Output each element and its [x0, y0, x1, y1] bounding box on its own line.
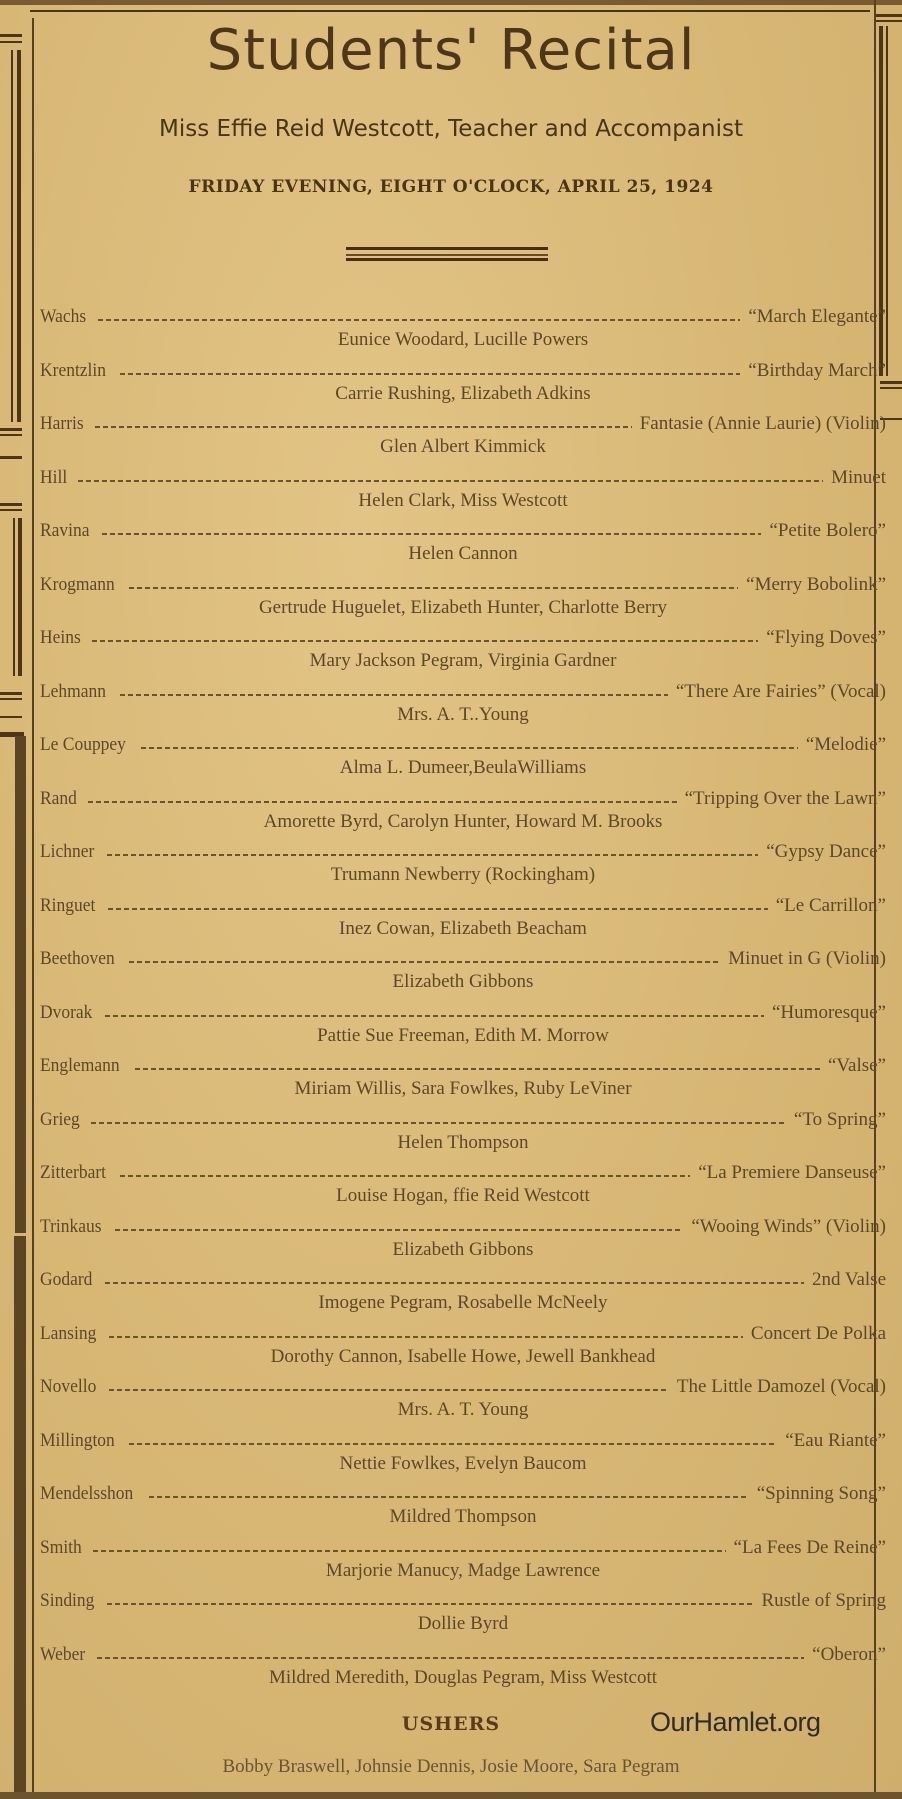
composer: Godard: [40, 1269, 93, 1290]
top-page-edge: [0, 0, 902, 5]
performers: Marjorie Manucy, Madge Lawrence: [325, 1559, 601, 1581]
piece-title: “Eau Riante”: [785, 1429, 886, 1451]
performers: Pattie Sue Freeman, Edith M. Morrow: [317, 1024, 609, 1046]
composer: Rand: [40, 787, 77, 809]
program-item: [40, 891, 886, 945]
piece-title: “Birthday March”: [748, 359, 886, 381]
program-item: [40, 1319, 886, 1373]
program-item: [40, 1105, 886, 1159]
program-item: [40, 623, 886, 677]
program-item: [40, 1533, 886, 1587]
program-item: [40, 998, 886, 1052]
dotted-leader: [129, 587, 738, 589]
dotted-leader: [105, 1282, 804, 1284]
dotted-leader: [93, 1550, 725, 1552]
dotted-leader: [98, 319, 740, 321]
program-item: [40, 837, 886, 891]
composer: Smith: [40, 1536, 82, 1558]
piece-title: “Melodie”: [805, 734, 886, 755]
performers: Mrs. A. T..Young: [397, 703, 529, 725]
performers: Nettie Fowlkes, Evelyn Baucom: [339, 1452, 587, 1474]
program-item: [40, 1586, 886, 1640]
program-item: [40, 1640, 886, 1694]
piece-title: Concert De Polka: [750, 1322, 886, 1344]
performers: Louise Hogan, ffie Reid Westcott: [336, 1185, 590, 1206]
piece-title: The Little Damozel (Vocal): [676, 1376, 886, 1397]
performers: Mary Jackson Pegram, Virginia Gardner: [309, 650, 617, 671]
dotted-leader: [107, 854, 758, 856]
performers: Helen Thompson: [397, 1131, 529, 1153]
performers: Mildred Meredith, Douglas Pegram, Miss Westcott: [268, 1666, 658, 1688]
performers: Eunice Woodard, Lucille Powers: [337, 329, 589, 350]
composer: Grieg: [40, 1108, 80, 1130]
left-ornament-thick-bar: [15, 736, 26, 1233]
performers: Trumann Newberry (Rockingham): [330, 864, 596, 885]
piece-title: Minuet: [831, 466, 886, 488]
program-item: [40, 784, 886, 838]
dotted-leader: [129, 961, 720, 963]
program-item: [40, 944, 886, 998]
dotted-leader: [97, 1657, 804, 1659]
program-item: [40, 677, 886, 731]
ushers-heading: USHERS: [401, 1713, 501, 1735]
composer: Beethoven: [40, 948, 115, 969]
performers: Gertrude Huguelet, Elizabeth Hunter, Charlotte Berry: [258, 596, 668, 618]
left-column-rule: [32, 18, 34, 1794]
left-ornament-vline: [13, 518, 15, 676]
performers: Inez Cowan, Elizabeth Beacham: [339, 917, 587, 939]
dotted-leader: [92, 640, 758, 642]
composer: Ringuet: [40, 894, 96, 916]
performers: Miriam Willis, Sara Fowlkes, Ruby LeViner: [294, 1078, 632, 1099]
left-ornament-bar: [0, 456, 22, 459]
composer: Le Couppey: [40, 734, 126, 755]
dotted-leader: [109, 1336, 743, 1338]
dotted-leader: [120, 373, 741, 375]
performers: Elizabeth Gibbons: [392, 971, 534, 992]
piece-title: Rustle of Spring: [761, 1590, 886, 1611]
performers: Elizabeth Gibbons: [392, 1238, 534, 1260]
performers: Helen Cannon: [408, 543, 518, 564]
composer: Mendelsshon: [40, 1483, 134, 1504]
ushers-names: Bobby Braswell, Johnsie Dennis, Josie Moore, Sara Pegram: [222, 1756, 680, 1777]
left-ornament-vline: [18, 518, 22, 676]
composer: Hill: [40, 466, 68, 488]
program-item: [40, 1479, 886, 1533]
program-item: [40, 570, 886, 624]
dotted-leader: [129, 1443, 777, 1445]
piece-title: “Le Carrillon”: [775, 894, 886, 916]
piece-title: “To Spring”: [793, 1108, 886, 1130]
left-ornament-bar: [0, 509, 22, 511]
composer: Lehmann: [40, 680, 107, 702]
left-ornament-bar: [0, 716, 22, 718]
dotted-leader: [108, 908, 768, 910]
piece-title: “Spinning Song”: [756, 1483, 886, 1504]
dotted-leader: [141, 747, 797, 749]
composer: Weber: [40, 1643, 86, 1665]
performers: Carrie Rushing, Elizabeth Adkins: [335, 382, 591, 404]
dotted-leader: [120, 1175, 690, 1177]
performers: Mildred Thompson: [389, 1506, 537, 1527]
dotted-leader: [107, 1603, 753, 1605]
bottom-page-edge: [0, 1792, 902, 1799]
piece-title: “Merry Bobolink”: [746, 573, 886, 595]
dotted-leader: [135, 1068, 820, 1070]
program-item: [40, 463, 886, 517]
program-item: [40, 1265, 886, 1319]
piece-title: “La Premiere Danseuse”: [698, 1162, 886, 1183]
site-watermark: OurHamlet.org: [650, 1707, 821, 1737]
composer: Harris: [40, 413, 84, 434]
left-ornament-bar: [0, 428, 22, 431]
composer: Zitterbart: [40, 1162, 107, 1183]
composer: Lichner: [40, 841, 95, 862]
program-item: [40, 1372, 886, 1426]
piece-title: “La Fees De Reine”: [733, 1536, 886, 1558]
dotted-leader: [102, 533, 762, 535]
dotted-leader: [149, 1496, 748, 1498]
piece-title: “Petite Bolero”: [769, 520, 886, 541]
left-ornament-vline: [17, 50, 21, 422]
piece-title: 2nd Valse: [811, 1269, 886, 1290]
left-ornament-bar: [0, 698, 22, 700]
piece-title: “Gypsy Dance”: [766, 841, 886, 862]
left-ornament-thick-bar: [14, 1236, 26, 1792]
left-ornament-bar: [0, 692, 22, 695]
program-item: [40, 1051, 886, 1105]
composer: Wachs: [40, 306, 87, 327]
event-date-line: FRIDAY EVENING, EIGHT O'CLOCK, APRIL 25, 1924: [188, 177, 714, 197]
composer: Trinkaus: [40, 1215, 102, 1237]
left-ornament-bar: [0, 434, 22, 436]
composer: Krentzlin: [40, 359, 107, 381]
program-item: [40, 409, 886, 463]
dotted-leader: [120, 694, 668, 696]
dotted-leader: [91, 1122, 786, 1124]
recital-title: Students' Recital: [206, 18, 696, 83]
performers: Dollie Byrd: [417, 1613, 509, 1634]
teacher-line: Miss Effie Reid Westcott, Teacher and Accompanist: [159, 116, 743, 142]
left-ornament-bar: [0, 503, 22, 506]
composer: Millington: [40, 1429, 115, 1451]
program-list: [40, 302, 886, 1693]
composer: Lansing: [40, 1322, 97, 1344]
piece-title: “Tripping Over the Lawn”: [684, 787, 886, 809]
program-item: [40, 356, 886, 410]
composer: Englemann: [40, 1055, 120, 1076]
performers: Mrs. A. T. Young: [397, 1399, 529, 1420]
piece-title: “Flying Doves”: [766, 627, 886, 648]
piece-title: Fantasie (Annie Laurie) (Violin): [639, 413, 886, 434]
program-item: [40, 1426, 886, 1480]
dotted-leader: [78, 480, 824, 482]
performers: Imogene Pegram, Rosabelle McNeely: [318, 1292, 608, 1313]
dotted-leader: [109, 1389, 669, 1391]
piece-title: Minuet in G (Violin): [728, 948, 886, 969]
piece-title: “March Elegante”: [748, 306, 886, 327]
piece-title: “Oberon”: [812, 1643, 886, 1665]
dotted-leader: [95, 426, 631, 428]
right-ornament-bar: [876, 14, 902, 17]
performers: Glen Albert Kimmick: [380, 436, 546, 457]
program-item: [40, 302, 886, 356]
performers: Dorothy Cannon, Isabelle Howe, Jewell Bankhead: [270, 1345, 656, 1367]
composer: Ravina: [40, 520, 90, 541]
top-rule: [30, 10, 870, 12]
composer: Heins: [40, 627, 81, 648]
program-item: [40, 1158, 886, 1212]
composer: Dvorak: [40, 1001, 93, 1023]
performers: Amorette Byrd, Carolyn Hunter, Howard M. Brooks: [263, 810, 663, 832]
dotted-leader: [88, 801, 676, 803]
composer: Novello: [40, 1376, 97, 1397]
dotted-leader: [105, 1015, 764, 1017]
performers: Helen Clark, Miss Westcott: [358, 489, 568, 511]
composer: Sinding: [40, 1590, 95, 1611]
composer: Krogmann: [40, 573, 115, 595]
piece-title: “There Are Fairies” (Vocal): [675, 680, 886, 702]
left-ornament-vline: [11, 50, 13, 422]
dotted-leader: [115, 1229, 683, 1231]
section-divider: [346, 247, 548, 261]
performers: Alma L. Dumeer,BeulaWilliams: [339, 757, 587, 778]
program-item: [40, 1212, 886, 1266]
piece-title: “Valse”: [827, 1055, 886, 1076]
piece-title: “Humoresque”: [772, 1001, 886, 1023]
program-item: [40, 516, 886, 570]
program-item: [40, 730, 886, 784]
piece-title: “Wooing Winds” (Violin): [691, 1215, 886, 1237]
